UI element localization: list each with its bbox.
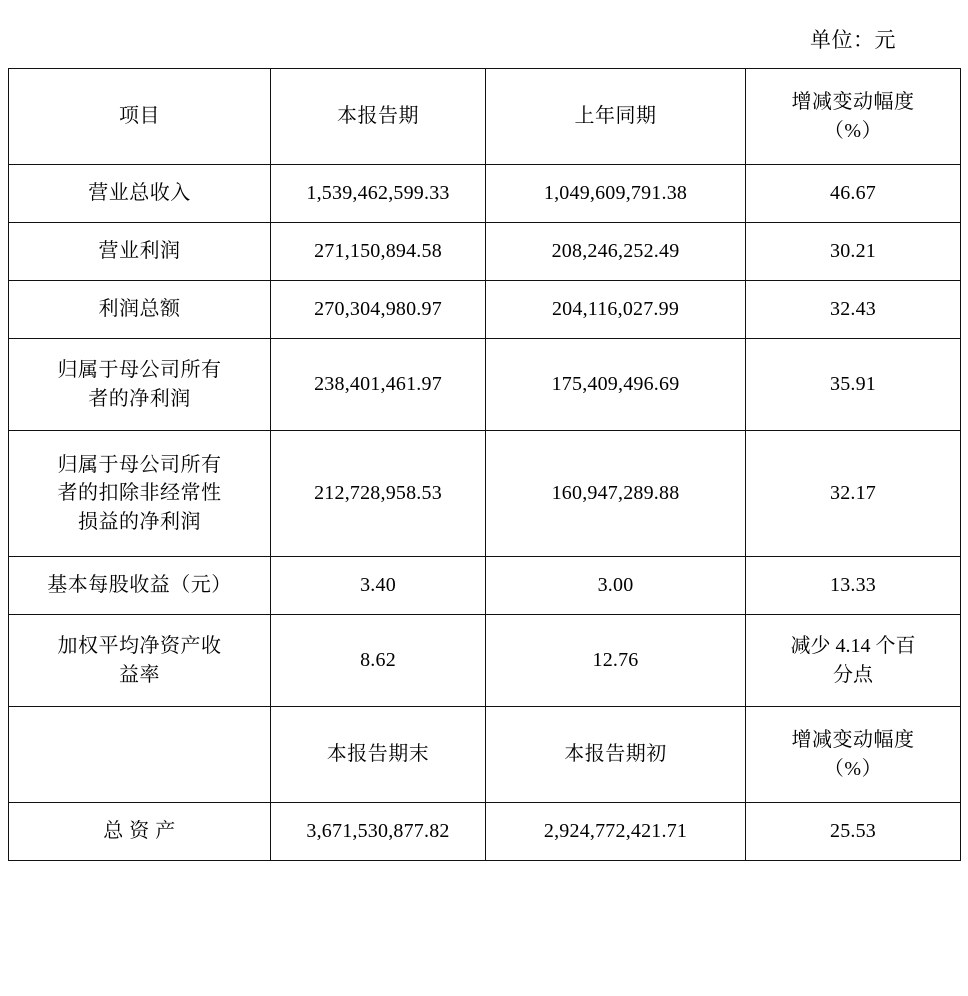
row-current-value: 271,150,894.58 — [271, 223, 486, 281]
row-change-line1: 减少 4.14 个百 — [790, 635, 916, 658]
header-change-rate — [746, 69, 961, 165]
row-current-value: 3,671,530,877.82 — [271, 803, 486, 861]
row-current-value: 212,728,958.53 — [271, 431, 486, 557]
row-change-value: 13.33 — [746, 557, 961, 615]
unit-note: 单位：元 — [810, 28, 896, 52]
row-change-value: 46.67 — [746, 165, 961, 223]
financial-summary-table — [8, 68, 961, 861]
subheader-change-rate-line1: 增减变动幅度 — [791, 729, 915, 752]
row-label: 总 资 产 — [9, 803, 271, 861]
row-prior-value: 12.76 — [486, 615, 746, 707]
financial-table-container — [0, 54, 968, 861]
table-row — [9, 615, 961, 707]
table-row — [9, 165, 961, 223]
row-label — [9, 339, 271, 431]
row-prior-value: 204,116,027.99 — [486, 281, 746, 339]
row-prior-value: 208,246,252.49 — [486, 223, 746, 281]
header-current-period: 本报告期 — [271, 69, 486, 165]
table-row — [9, 557, 961, 615]
row-change-value: 32.43 — [746, 281, 961, 339]
row-label-line3: 损益的净利润 — [78, 510, 201, 533]
header-change-rate-line2: （%） — [823, 119, 883, 142]
row-prior-value: 160,947,289.88 — [486, 431, 746, 557]
row-label-line1: 归属于母公司所有 — [57, 453, 222, 476]
row-label-line2: 益率 — [119, 663, 160, 686]
subheader-item — [9, 707, 271, 803]
row-label — [9, 615, 271, 707]
row-label-line1: 加权平均净资产收 — [57, 635, 222, 658]
table-row — [9, 803, 961, 861]
row-change-value: 35.91 — [746, 339, 961, 431]
row-prior-value: 2,924,772,421.71 — [486, 803, 746, 861]
row-label-line1: 归属于母公司所有 — [57, 359, 222, 382]
row-label: 营业利润 — [9, 223, 271, 281]
table-header-row — [9, 69, 961, 165]
subheader-period-end: 本报告期末 — [271, 707, 486, 803]
row-current-value: 238,401,461.97 — [271, 339, 486, 431]
table-subheader-row — [9, 707, 961, 803]
row-label: 基本每股收益（元） — [9, 557, 271, 615]
row-label: 利润总额 — [9, 281, 271, 339]
row-current-value: 8.62 — [271, 615, 486, 707]
row-label-line2: 者的扣除非经常性 — [57, 482, 222, 505]
row-prior-value: 175,409,496.69 — [486, 339, 746, 431]
row-change-line2: 分点 — [833, 663, 873, 686]
subheader-change-rate-line2: （%） — [823, 757, 883, 780]
table-row — [9, 281, 961, 339]
row-current-value: 3.40 — [271, 557, 486, 615]
header-prior-period: 上年同期 — [486, 69, 746, 165]
row-prior-value: 1,049,609,791.38 — [486, 165, 746, 223]
table-row — [9, 339, 961, 431]
row-change-value — [746, 615, 961, 707]
row-label-line2: 者的净利润 — [88, 387, 191, 410]
row-label — [9, 431, 271, 557]
table-row — [9, 223, 961, 281]
row-prior-value: 3.00 — [486, 557, 746, 615]
row-current-value: 270,304,980.97 — [271, 281, 486, 339]
header-item: 项目 — [9, 69, 271, 165]
table-row — [9, 431, 961, 557]
row-change-value: 32.17 — [746, 431, 961, 557]
row-change-value: 25.53 — [746, 803, 961, 861]
subheader-period-begin: 本报告期初 — [486, 707, 746, 803]
row-current-value: 1,539,462,599.33 — [271, 165, 486, 223]
subheader-change-rate — [746, 707, 961, 803]
row-change-value: 30.21 — [746, 223, 961, 281]
header-change-rate-line1: 增减变动幅度 — [791, 91, 915, 114]
row-label: 营业总收入 — [9, 165, 271, 223]
